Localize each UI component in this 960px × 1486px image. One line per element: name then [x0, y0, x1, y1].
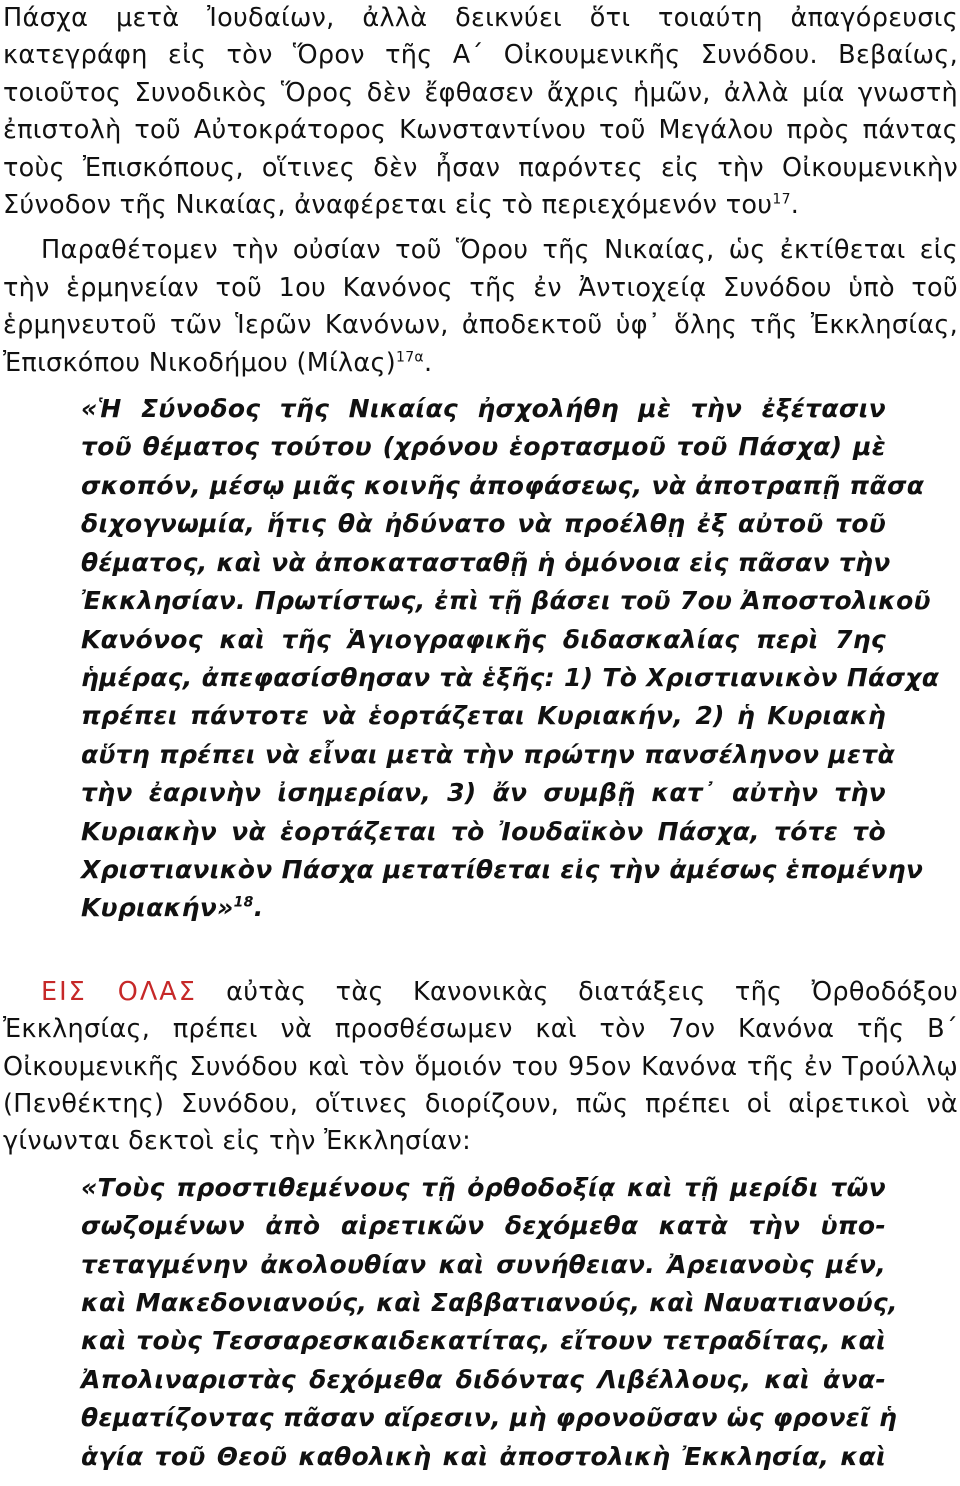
quote-line: διχογνωμία, ἥτις θὰ ἠδύνατο νὰ προέλθῃ ἐξ αὐτοῦ τοῦ — [81, 509, 886, 539]
quote-line: τεταγμένην ἀκολουθίαν καὶ συνήθειαν. Ἀρειανοὺς μέν, — [81, 1249, 886, 1279]
quote-line: Ἀπολιναριστὰς δεχόμεθα διδόντας Λιβέλλους, καὶ ἀνα- — [81, 1364, 886, 1394]
highlight-lead: ΕΙΣ ΟΛΑΣ — [41, 976, 197, 1007]
quote-line: Ἐκκλησίαν. Πρωτίστως, ἐπὶ τῇ βάσει τοῦ 7ου Ἀποστολικοῦ — [81, 586, 931, 616]
text-line-body: Ἐπισκόπου Νικοδήμου (Μίλας) — [3, 347, 396, 378]
quote-line: ἁγία τοῦ Θεοῦ καθολικὴ καὶ ἀποστολικὴ Ἐκκλησία, καὶ — [81, 1441, 886, 1471]
quote-line: σκοπόν, μέσῳ μιᾶς κοινῆς ἀποφάσεως, νὰ ἀποτραπῇ πᾶσα — [81, 470, 925, 500]
text-line: Παραθέτομεν τὴν οὐσίαν τοῦ Ὅρου τῆς Νικαίας, ὡς ἐκτίθεται εἰς — [41, 235, 958, 266]
text-line: τοὺς Ἐπισκόπους, οἵτινες δὲν ἦσαν παρόντες εἰς τὴν Οἰκουμενικὴν — [3, 152, 958, 183]
text-line: γίνωνται δεκτοὶ εἰς τὴν Ἐκκλησίαν: — [3, 1126, 471, 1157]
text-line — [3, 974, 958, 1011]
quote-line: σωζομένων ἀπὸ αἱρετικῶν δεχόμεθα κατὰ τὴν ὑπο- — [81, 1211, 886, 1241]
footnote-ref: 17α — [396, 349, 424, 366]
text-line: κατεγράφη εἰς τὸν Ὅρον τῆς Α΄ Οἰκουμενικῆς Συνόδου. Βεβαίως, — [3, 40, 958, 71]
quote-line: Κυριακὴν νὰ ἑορτάζεται τὸ Ἰουδαϊκὸν Πάσχα, τότε τὸ — [81, 816, 886, 846]
quote-line: Κανόνος καὶ τῆς Ἁγιογραφικῆς διδασκαλίας περὶ 7ης — [81, 624, 886, 654]
quote-line: ἡμέρας, ἀπεφασίσθησαν τὰ ἑξῆς: 1) Τὸ Χριστιανικὸν Πάσχα — [81, 662, 940, 692]
text-line: ἐπιστολὴ τοῦ Αὐτοκράτορος Κωνσταντίνου τοῦ Μεγάλου πρὸς πάντας — [3, 115, 958, 146]
paragraph-2 — [3, 232, 958, 382]
quote-block-2 — [3, 1169, 958, 1476]
footnote-ref: 17 — [772, 191, 791, 208]
paragraph-3 — [3, 974, 958, 1161]
quote-line: αὕτη πρέπει νὰ εἶναι μετὰ τὴν πρώτην πανσέληνον μετὰ — [81, 739, 895, 769]
paragraph-1 — [3, 0, 958, 224]
text-line: ἑρμηνευτοῦ τῶν Ἱερῶν Κανόνων, ἀποδεκτοῦ ὑφ᾽ ὅλης τῆς Ἐκκλησίας, — [3, 310, 958, 341]
quote-line: Χριστιανικὸν Πάσχα μετατίθεται εἰς τὴν ἀμέσως ἑπομένην — [81, 854, 924, 884]
quote-line: «Ἡ Σύνοδος τῆς Νικαίας ἠσχολήθη μὲ τὴν ἐξέτασιν — [81, 394, 886, 424]
quote-line: θεματίζοντας πᾶσαν αἵρεσιν, μὴ φρονοῦσαν ὡς φρονεῖ ἡ — [81, 1403, 898, 1433]
text-line-body: αὐτὰς τὰς Κανονικὰς διατάξεις τῆς Ὀρθοδόξου — [226, 976, 959, 1007]
quote-block-1 — [3, 390, 958, 928]
text-line-body: Σύνοδον τῆς Νικαίας, ἀναφέρεται εἰς τὸ περιεχόμενόν του — [3, 190, 773, 221]
quote-line-body: Κυριακήν» — [81, 893, 234, 923]
text-line: Πάσχα μετὰ Ἰουδαίων, ἀλλὰ δεικνύει ὅτι τοιαύτη ἀπαγόρευσις — [3, 3, 958, 33]
quote-line: Κυριακήν»$^{18}$. — [81, 893, 264, 923]
text-line: (Πενθέκτης) Συνόδου, οἵτινες διορίζουν, πῶς πρέπει οἱ αἱρετικοὶ νὰ — [3, 1088, 958, 1119]
quote-line: καὶ τοὺς Τεσσαρεσκαιδεκατίτας, εἴτουν τετραδίτας, καὶ — [81, 1326, 886, 1356]
quote-line: «Τοὺς προστιθεμένους τῇ ὀρθοδοξίᾳ καὶ τῇ μερίδι τῶν — [81, 1172, 886, 1202]
quote-line: καὶ Μακεδονιανούς, καὶ Σαββατιανούς, καὶ Ναυατιανούς, — [81, 1288, 898, 1317]
text-line: Οἰκουμενικῆς Συνόδου καὶ τὸν ὅμοιόν του 95ον Κανόνα τῆς ἐν Τρούλλῳ — [3, 1051, 958, 1082]
text-line: τὴν ἑρμηνείαν τοῦ 1ου Κανόνος τῆς ἐν Ἀντιοχείᾳ Συνόδου ὑπὸ τοῦ — [3, 272, 958, 303]
footnote-ref: 18 — [233, 895, 254, 912]
quote-line: πρέπει πάντοτε νὰ ἑορτάζεται Κυριακήν, 2) ἡ Κυριακὴ — [81, 701, 886, 731]
quote-line: τοῦ θέματος τούτου (χρόνου ἑορτασμοῦ τοῦ Πάσχα) μὲ — [81, 432, 886, 462]
text-line: Ἐπισκόπου Νικοδήμου $(Mί\lambda\alpha\varsigma)^{17\alpha}$. — [3, 347, 433, 378]
text-line: τοιοῦτος Συνοδικὸς Ὅρος δὲν ἔφθασεν ἄχρις ἡμῶν, ἀλλὰ μία γνωστὴ — [3, 77, 958, 108]
quote-line: θέματος, καὶ νὰ ἀποκατασταθῇ ἡ ὁμόνοια εἰς πᾶσαν τὴν — [81, 547, 891, 577]
quote-line: τὴν ἐαρινὴν ἰσημερίαν, 3) ἄν συμβῇ κατ᾽ αὐτὴν τὴν — [81, 778, 886, 808]
text-line: Ἐκκλησίας, πρέπει νὰ προσθέσωμεν καὶ τὸν 7ον Κανόνα τῆς Β΄ — [3, 1014, 958, 1045]
text-line: Σύνοδον τῆς Νικαίας, ἀναφέρεται εἰς τὸ περιεχόμενόν του$^{17}$. — [3, 190, 800, 221]
